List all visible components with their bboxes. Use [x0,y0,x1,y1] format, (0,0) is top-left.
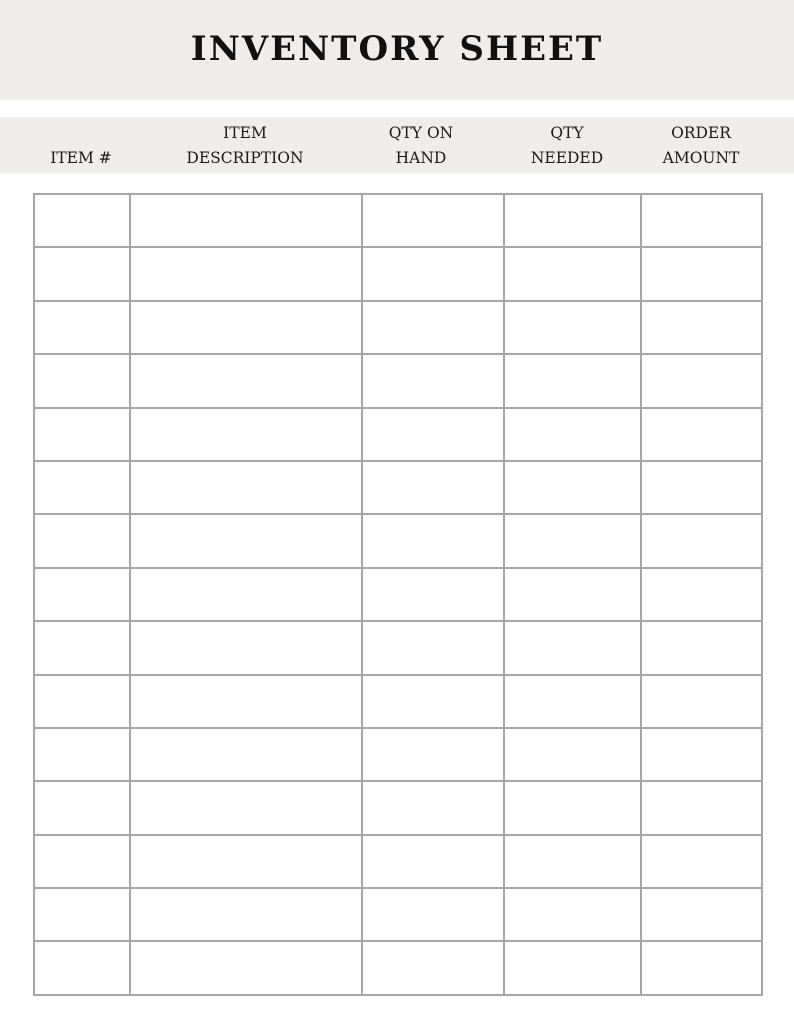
table-row [34,461,762,514]
order-amount-cell[interactable] [641,194,762,247]
item-number-cell[interactable] [34,461,130,514]
table-row [34,514,762,567]
order-amount-cell[interactable] [641,941,762,995]
item-description-cell[interactable] [130,461,362,514]
qty-on-hand-cell[interactable] [362,194,504,247]
item-number-cell[interactable] [34,194,130,247]
table-row [34,781,762,834]
order-amount-cell[interactable] [641,514,762,567]
item-number-cell[interactable] [34,514,130,567]
title-band [0,0,794,100]
table-row [34,835,762,888]
column-header-line2: DESCRIPTION [186,149,304,167]
item-description-cell[interactable] [130,247,362,300]
column-header-item-number [33,117,129,173]
column-header-order-amount [640,117,762,173]
item-description-cell[interactable] [130,941,362,995]
qty-on-hand-cell[interactable] [362,408,504,461]
order-amount-cell[interactable] [641,728,762,781]
qty-needed-cell[interactable] [504,301,641,354]
order-amount-cell[interactable] [641,675,762,728]
table-row [34,301,762,354]
item-description-cell[interactable] [130,728,362,781]
qty-needed-cell[interactable] [504,941,641,995]
qty-on-hand-cell[interactable] [362,354,504,407]
table-row [34,621,762,674]
column-header-item-description [129,117,361,173]
table-row [34,354,762,407]
order-amount-cell[interactable] [641,408,762,461]
item-description-cell[interactable] [130,621,362,674]
page-title: INVENTORY SHEET [190,29,604,69]
qty-on-hand-cell[interactable] [362,301,504,354]
item-number-cell[interactable] [34,675,130,728]
order-amount-cell[interactable] [641,568,762,621]
item-description-cell[interactable] [130,514,362,567]
order-amount-cell[interactable] [641,888,762,941]
qty-needed-cell[interactable] [504,835,641,888]
order-amount-cell[interactable] [641,621,762,674]
qty-needed-cell[interactable] [504,568,641,621]
qty-needed-cell[interactable] [504,621,641,674]
table-row [34,194,762,247]
column-header-line2: NEEDED [530,149,604,167]
qty-on-hand-cell[interactable] [362,568,504,621]
column-header-line2: AMOUNT [662,149,740,167]
table-row [34,941,762,995]
column-header-line2: ITEM # [50,149,112,167]
item-number-cell[interactable] [34,301,130,354]
qty-needed-cell[interactable] [504,354,641,407]
qty-on-hand-cell[interactable] [362,941,504,995]
order-amount-cell[interactable] [641,247,762,300]
item-number-cell[interactable] [34,568,130,621]
qty-on-hand-cell[interactable] [362,621,504,674]
table-row [34,247,762,300]
inventory-table [33,193,763,996]
item-number-cell[interactable] [34,888,130,941]
qty-needed-cell[interactable] [504,247,641,300]
column-header-line1: QTY [550,124,584,142]
order-amount-cell[interactable] [641,781,762,834]
column-header-line2: HAND [395,149,447,167]
column-header-line1: ITEM [223,124,267,142]
table-row [34,675,762,728]
item-number-cell[interactable] [34,835,130,888]
qty-on-hand-cell[interactable] [362,514,504,567]
qty-needed-cell[interactable] [504,461,641,514]
item-description-cell[interactable] [130,888,362,941]
qty-on-hand-cell[interactable] [362,728,504,781]
item-description-cell[interactable] [130,835,362,888]
qty-needed-cell[interactable] [504,194,641,247]
item-description-cell[interactable] [130,408,362,461]
qty-on-hand-cell[interactable] [362,781,504,834]
item-number-cell[interactable] [34,247,130,300]
column-header-line1: QTY ON [388,124,454,142]
qty-needed-cell[interactable] [504,408,641,461]
column-header-qty-on-hand [350,117,492,173]
item-description-cell[interactable] [130,568,362,621]
table-row [34,888,762,941]
item-description-cell[interactable] [130,194,362,247]
qty-needed-cell[interactable] [504,675,641,728]
qty-on-hand-cell[interactable] [362,675,504,728]
column-header-band [0,117,794,173]
qty-needed-cell[interactable] [504,728,641,781]
qty-needed-cell[interactable] [504,514,641,567]
order-amount-cell[interactable] [641,835,762,888]
qty-on-hand-cell[interactable] [362,835,504,888]
order-amount-cell[interactable] [641,461,762,514]
table-row [34,408,762,461]
order-amount-cell[interactable] [641,354,762,407]
qty-on-hand-cell[interactable] [362,888,504,941]
table-row [34,728,762,781]
order-amount-cell[interactable] [641,301,762,354]
qty-on-hand-cell[interactable] [362,247,504,300]
column-header-line1: ORDER [671,124,731,142]
item-number-cell[interactable] [34,354,130,407]
item-number-cell[interactable] [34,408,130,461]
qty-needed-cell[interactable] [504,888,641,941]
qty-needed-cell[interactable] [504,781,641,834]
item-description-cell[interactable] [130,354,362,407]
inventory-table-body [34,194,762,995]
item-description-cell[interactable] [130,781,362,834]
table-row [34,568,762,621]
item-number-cell[interactable] [34,728,130,781]
item-number-cell[interactable] [34,621,130,674]
item-description-cell[interactable] [130,675,362,728]
item-description-cell[interactable] [130,301,362,354]
item-number-cell[interactable] [34,941,130,995]
item-number-cell[interactable] [34,781,130,834]
column-header-qty-needed [499,117,635,173]
qty-on-hand-cell[interactable] [362,461,504,514]
